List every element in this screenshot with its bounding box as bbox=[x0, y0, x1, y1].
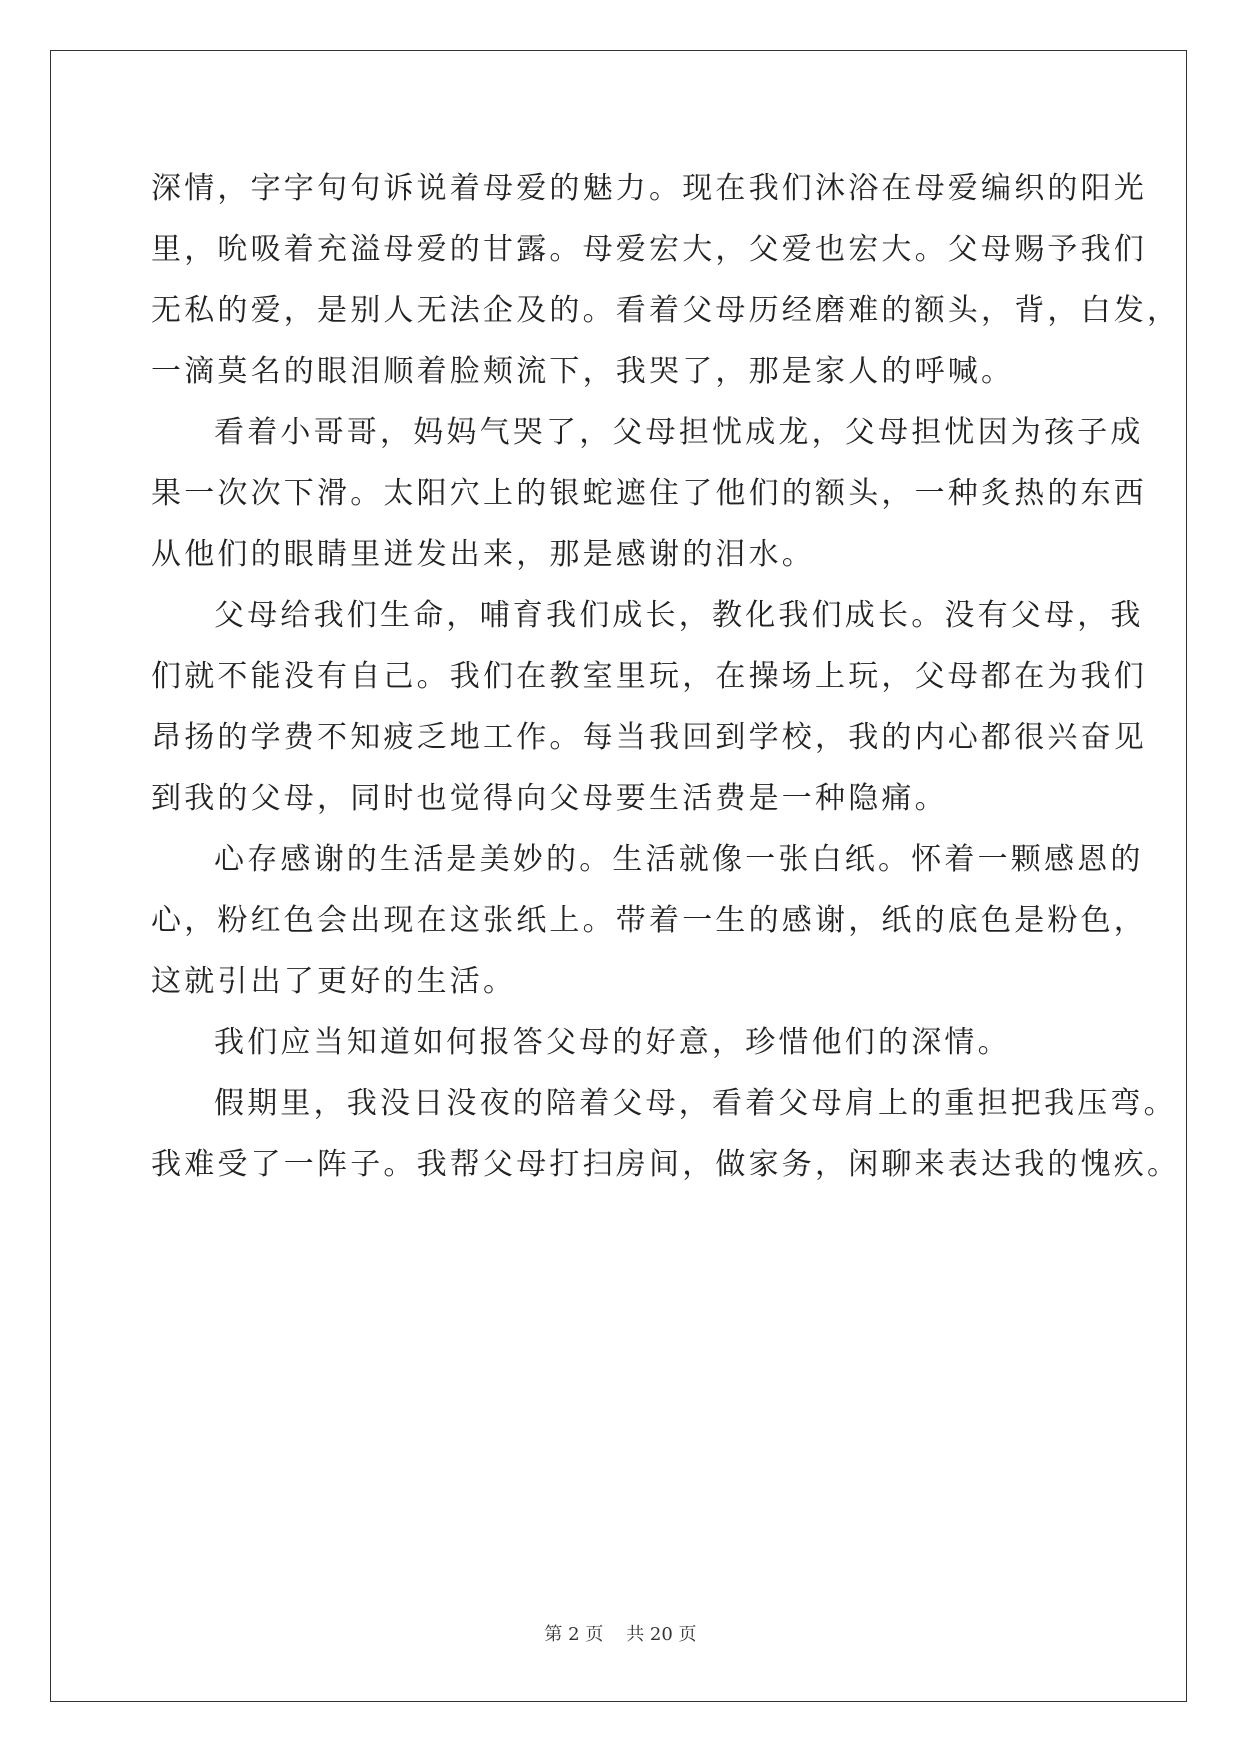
text-line: 一滴莫名的眼泪顺着脸颊流下，我哭了，那是家人的呼喊。 bbox=[151, 354, 1015, 389]
text-line: 深情，字字句句诉说着母爱的魅力。现在我们沐浴在母爱编织的阳光 bbox=[151, 171, 1147, 206]
document-body bbox=[151, 158, 1181, 1195]
text-line: 昂扬的学费不知疲乏地工作。每当我回到学校，我的内心都很兴奋见 bbox=[151, 720, 1147, 755]
text-line: 我难受了一阵子。我帮父母打扫房间，做家务，闲聊来表达我的愧疚。 bbox=[151, 1147, 1181, 1182]
text-line: 果一次次下滑。太阳穴上的银蛇遮住了他们的额头，一种炙热的东西 bbox=[151, 476, 1147, 511]
paragraph-first-line: 假期里，我没日没夜的陪着父母，看着父母肩上的重担把我压弯。 bbox=[214, 1086, 1177, 1121]
text-line: 无私的爱，是别人无法企及的。看着父母历经磨难的额头，背，白发， bbox=[151, 293, 1181, 328]
paragraph-first-line: 看着小哥哥，妈妈气哭了，父母担忧成龙，父母担忧因为孩子成 bbox=[214, 415, 1144, 450]
text-line: 里，吮吸着充溢母爱的甘露。母爱宏大，父爱也宏大。父母赐予我们 bbox=[151, 232, 1147, 267]
paragraph-first-line: 我们应当知道如何报答父母的好意，珍惜他们的深情。 bbox=[214, 1025, 1011, 1060]
text-line: 们就不能没有自己。我们在教室里玩，在操场上玩，父母都在为我们 bbox=[151, 659, 1147, 694]
paragraph-first-line: 父母给我们生命，哺育我们成长，教化我们成长。没有父母，我 bbox=[214, 598, 1144, 633]
text-line: 到我的父母，同时也觉得向父母要生活费是一种隐痛。 bbox=[151, 781, 948, 816]
text-line: 这就引出了更好的生活。 bbox=[151, 964, 517, 999]
text-line: 从他们的眼睛里迸发出来，那是感谢的泪水。 bbox=[151, 537, 815, 572]
paragraph-first-line: 心存感谢的生活是美妙的。生活就像一张白纸。怀着一颗感恩的 bbox=[214, 842, 1144, 877]
page-number: 第 2 页 共 20 页 bbox=[544, 1624, 697, 1645]
text-line: 心，粉红色会出现在这张纸上。带着一生的感谢，纸的底色是粉色， bbox=[151, 903, 1147, 938]
